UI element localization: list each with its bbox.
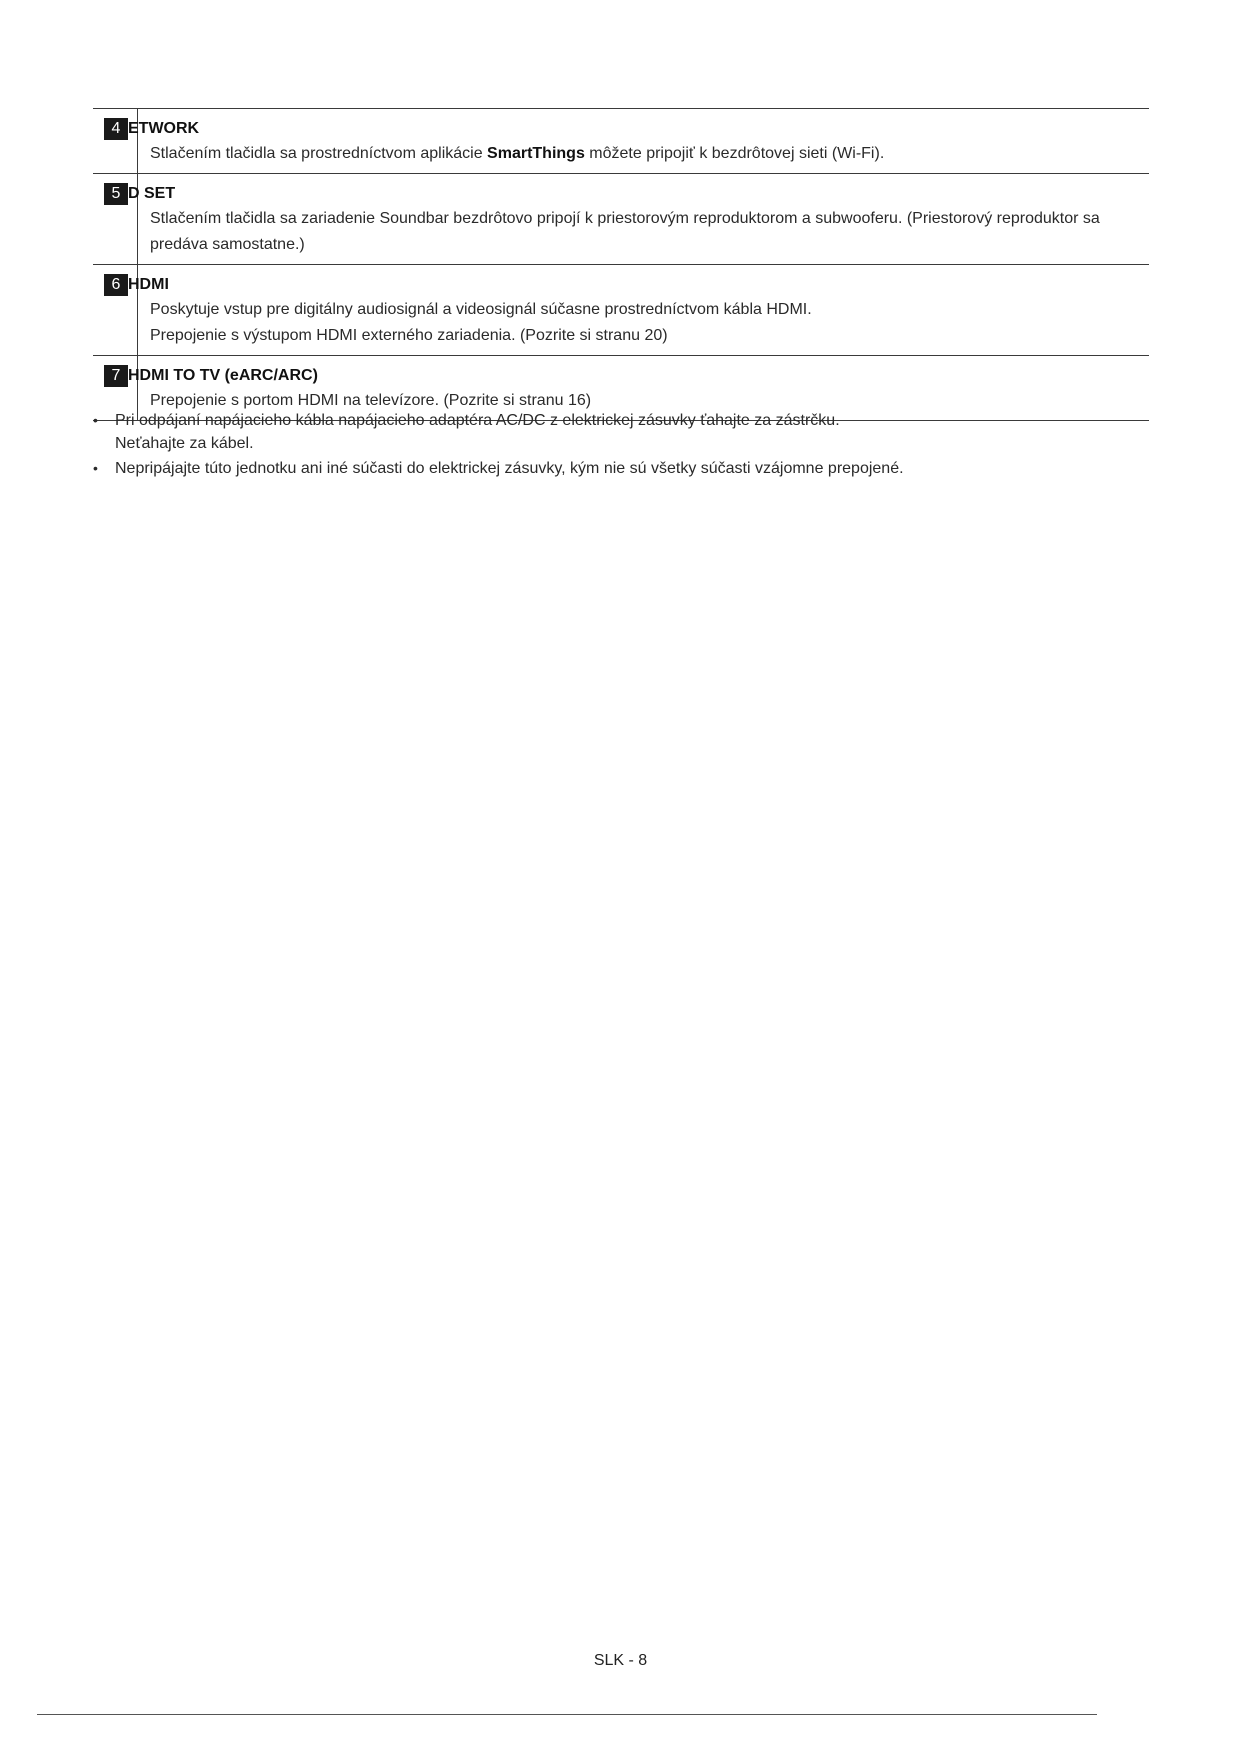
port-title: HDMI TO TV (eARC/ARC) [128, 367, 318, 384]
port-title: HDMI [128, 276, 169, 293]
port-number-badge: 6 [104, 274, 128, 296]
description-line: Prepojenie s výstupom HDMI externého zariadenia. (Pozrite si stranu 20) [150, 327, 668, 344]
note-text: Nepripájajte túto jednotku ani iné súčasti do elektrickej zásuvky, kým nie sú všetky súčasti vzájomne prepojené. [115, 460, 904, 477]
port-number-badge: 4 [104, 118, 128, 140]
description-line: Poskytuje vstup pre digitálny audiosignál a videosignál súčasne prostredníctvom kábla HDMI. [150, 301, 812, 318]
bullet-icon: • [93, 412, 98, 428]
port-number-badge: 5 [104, 183, 128, 205]
port-description [93, 297, 1149, 355]
note-item [93, 409, 1153, 455]
note-item [93, 457, 1153, 480]
page-number: SLK - 8 [593, 1652, 648, 1669]
port-row-network [93, 109, 1149, 174]
port-title: D SET [128, 185, 176, 202]
description-line: Stlačením tlačidla sa zariadenie Soundbar bezdrôtovo pripojí k priestorovým reproduktorom a subwooferu. (Priestorový reproduktor sa predáva samostatne.) [150, 210, 1100, 253]
port-description-table [93, 108, 1149, 421]
description-line: Stlačením tlačidla sa prostredníctvom aplikácie SmartThings môžete pripojiť k bezdrôtovej sieti (Wi-Fi). [150, 145, 885, 162]
app-name: SmartThings [487, 145, 585, 162]
port-description [93, 206, 1149, 264]
port-number-badge: 7 [104, 365, 128, 387]
bullet-icon: • [93, 460, 98, 476]
note-text: Neťahajte za kábel. [115, 435, 254, 452]
port-title: ETWORK [128, 120, 200, 137]
port-row-id-set [93, 174, 1149, 265]
port-row-hdmi [93, 265, 1149, 356]
description-line: Prepojenie s portom HDMI na televízore. (Pozrite si stranu 16) [150, 392, 592, 409]
note-text: Pri odpájaní napájacieho kábla napájacieho adaptéra AC/DC z elektrickej zásuvky ťahajte za zástrčku. [115, 412, 840, 429]
port-description [93, 141, 1149, 173]
footer-divider [37, 1714, 1097, 1715]
notes-list [93, 409, 1153, 482]
